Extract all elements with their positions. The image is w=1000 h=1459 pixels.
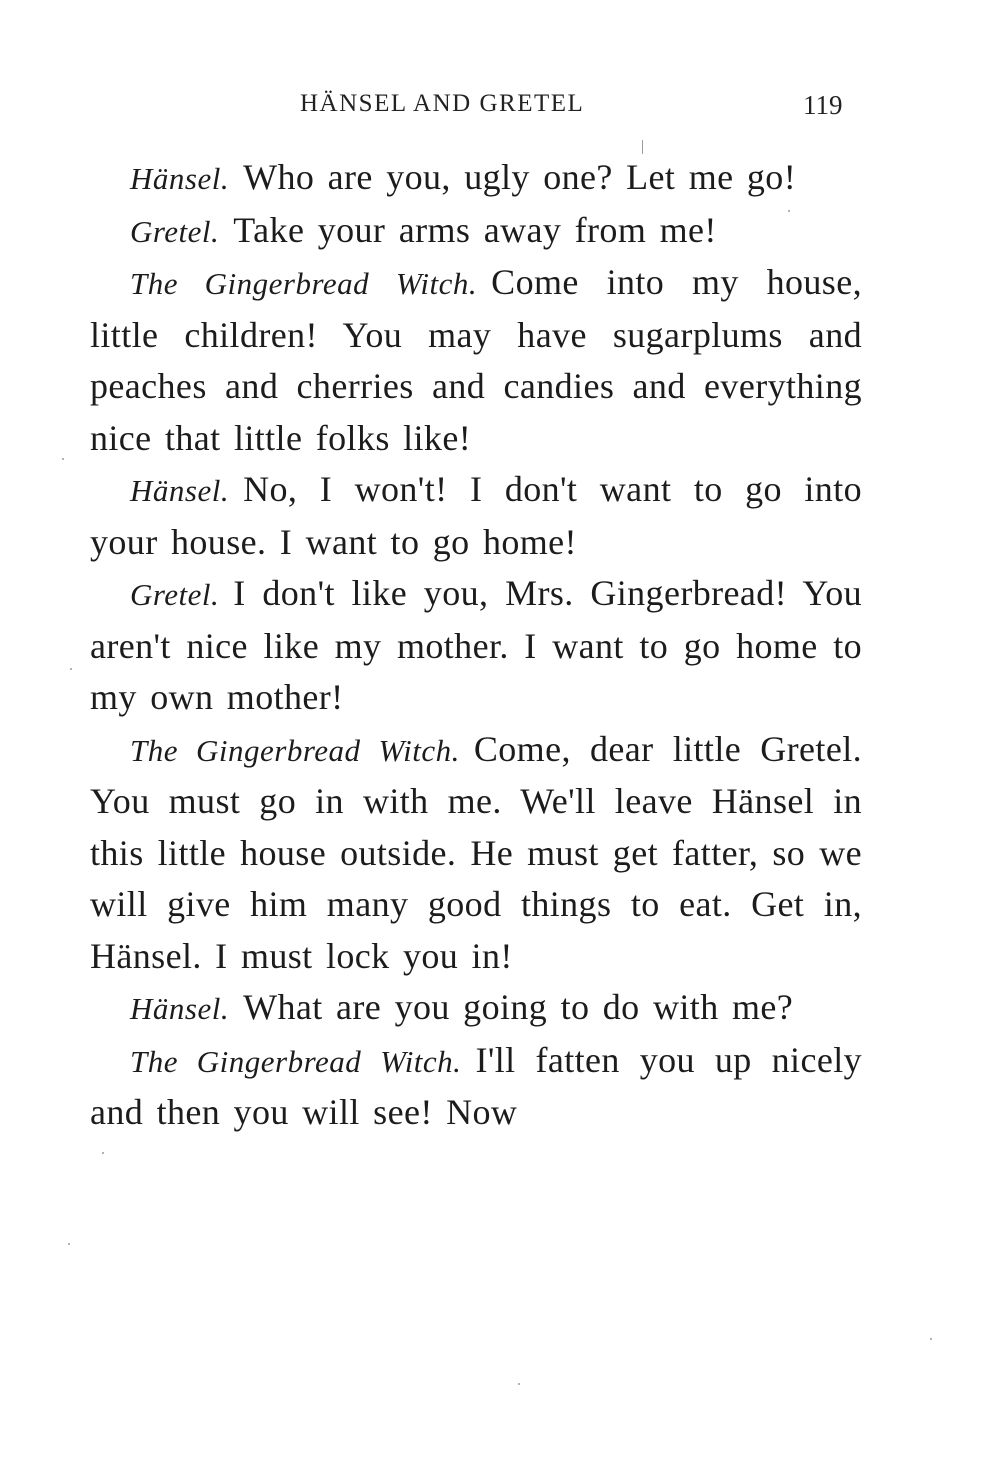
running-head	[0, 90, 1000, 130]
scan-speck	[68, 1243, 70, 1245]
speaker-name: The Gingerbread Witch.	[130, 266, 478, 301]
speaker-name: Gretel.	[130, 213, 220, 249]
speech-gretel-1	[90, 205, 862, 258]
speech-hansel-2	[90, 464, 862, 568]
speech-witch-2	[90, 724, 862, 983]
speech-text: I'll fatten you up nicely and then you will see! Now	[90, 1039, 863, 1132]
speech-text: Who are you, ugly one? Let me go!	[243, 157, 797, 197]
speech-witch-3	[90, 1035, 862, 1139]
scan-speck	[102, 1152, 104, 1154]
speech-text: Take your arms away from me!	[233, 209, 717, 250]
scan-speck	[518, 1383, 520, 1385]
speech-hansel-1	[90, 152, 862, 205]
speaker-name: Hänsel.	[130, 473, 230, 508]
speaker-name: The Gingerbread Witch.	[130, 1043, 462, 1079]
speech-text: Come into my house, little children! You may have sugarplums and peaches and cherries and candies and everything nice that little folks like!	[90, 262, 862, 458]
speech-text: What are you going to do with me?	[243, 987, 794, 1027]
scan-speck	[788, 210, 790, 212]
scan-speck	[62, 458, 64, 460]
scan-speck	[70, 668, 72, 670]
dialogue-text	[90, 152, 862, 1139]
running-title: HÄNSEL AND GRETEL	[300, 90, 585, 117]
page-number: 119	[803, 90, 843, 120]
speech-gretel-2	[90, 568, 862, 724]
speech-text: Come, dear little Gretel. You must go in with me. We'll leave Hänsel in this little house outside. He must get fatter, so we will give him many good things to eat. Get in, Hänsel. I must lock you in!	[90, 728, 863, 976]
speaker-name: Hänsel.	[130, 161, 230, 196]
speech-hansel-3	[90, 982, 862, 1035]
speaker-name: Hänsel.	[130, 991, 230, 1026]
scan-speck	[930, 1338, 932, 1340]
scan-speck	[642, 140, 643, 154]
speech-witch-1	[90, 257, 862, 464]
speaker-name: The Gingerbread Witch.	[130, 732, 460, 768]
speech-text: I don't like you, Mrs. Gingerbread! You aren't nice like my mother. I want to go home to my own mother!	[90, 573, 862, 717]
speaker-name: Gretel.	[130, 577, 220, 612]
speech-text: No, I won't! I don't want to go into your house. I want to go home!	[90, 469, 862, 562]
